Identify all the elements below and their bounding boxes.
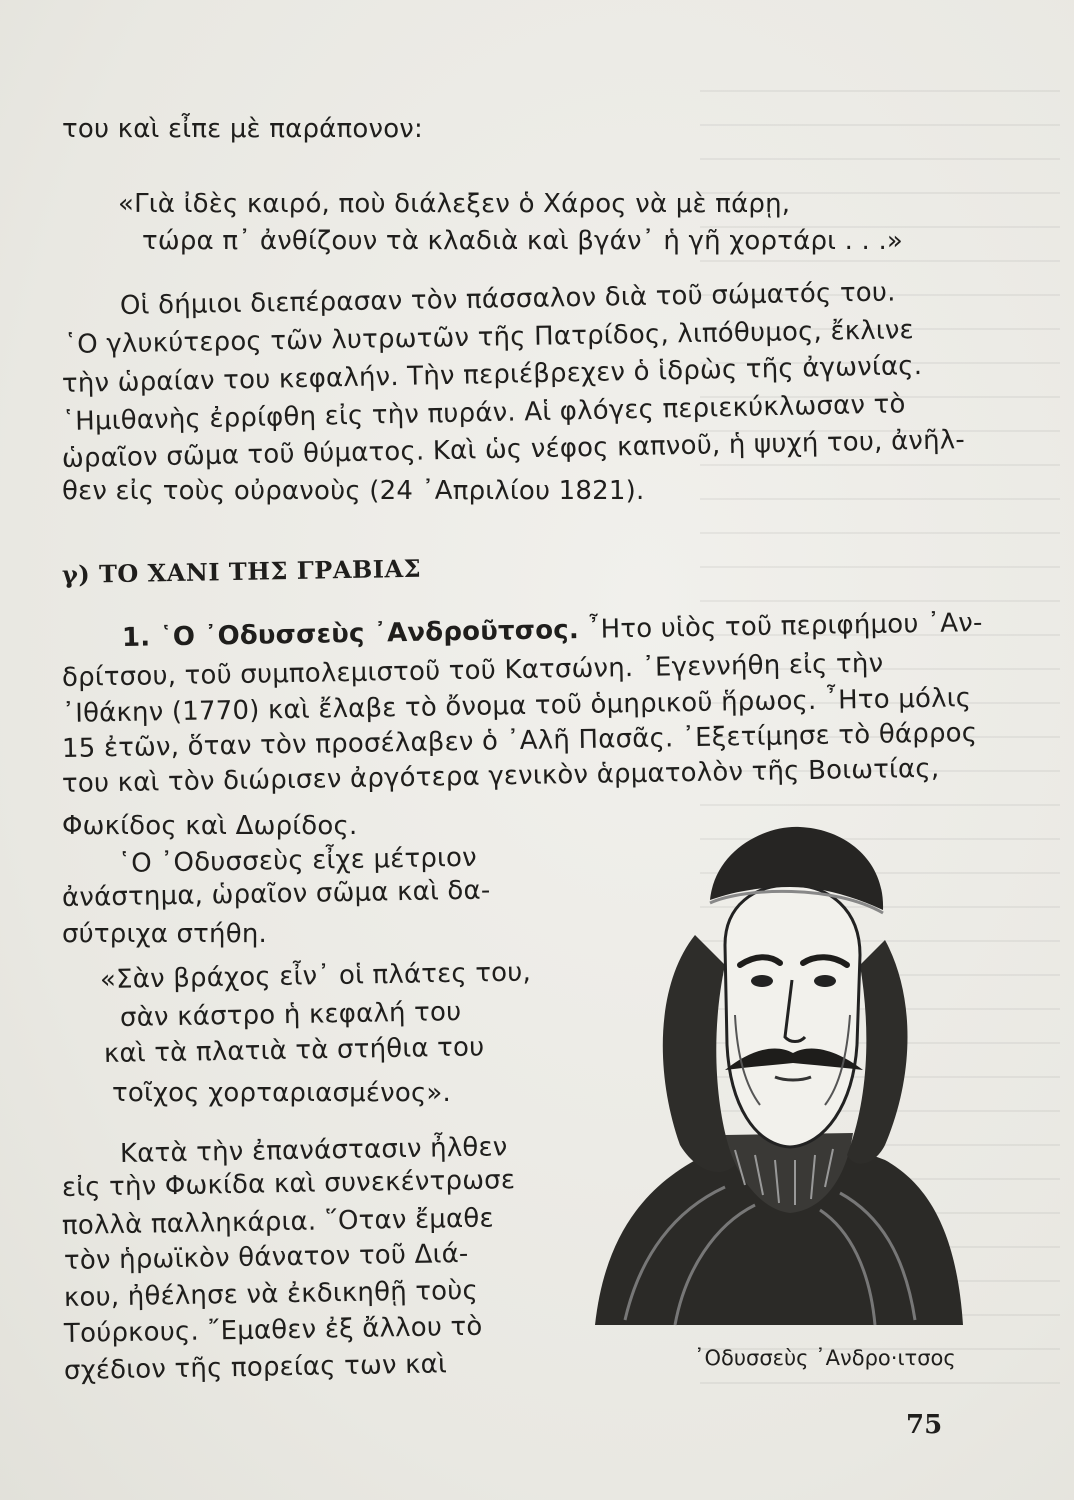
poem-line: «Γιὰ ἰδὲς καιρό, ποὺ διάλεξεν ὁ Χάρος νὰ μὲ πάρῃ, (118, 189, 791, 219)
text-line: Τούρκους. ῎Εμαθεν ἐξ ἄλλου τὸ (63, 1311, 483, 1349)
text-line: 15 ἐτῶν, ὅταν τὸν προσέλαβεν ὁ ᾿Αλῆ Πασᾶς. ᾿Εξετίμησε τὸ θάρρος (61, 718, 978, 764)
poem-line: καὶ τὰ πλατιὰ τὰ στήθια του (103, 1032, 485, 1069)
text-line: κου, ἠθέλησε νὰ ἐκδικηθῇ τοὺς (63, 1275, 479, 1313)
poem-line: τοῖχος χορταριασμένος». (112, 1078, 452, 1108)
text-line: θεν εἰς τοὺς οὐρανοὺς (24 ᾿Απριλίου 1821). (62, 476, 645, 506)
text-line: ᾿Ιθάκην (1770) καὶ ἔλαβε τὸ ὄνομα τοῦ ὁμηρικοῦ ἥρωος. ῏Ητο μόλις (61, 683, 972, 729)
text-line: ἀνάστημα, ὡραῖον σῶμα καὶ δα- (61, 875, 491, 913)
text-line: εἰς τὴν Φωκίδα καὶ συνεκέντρωσε (61, 1165, 516, 1203)
text-line: τὸν ἡρωϊκὸν θάνατον τοῦ Διά- (63, 1238, 469, 1276)
text-line: του καὶ τὸν διώρισεν ἀργότερα γενικὸν ἁρματολὸν τῆς Βοιωτίας, (61, 753, 940, 799)
text-line: Φωκίδος καὶ Δωρίδος. (62, 811, 358, 841)
text-line: Κατὰ τὴν ἐπανάστασιν ἦλθεν (119, 1132, 508, 1169)
subsection-title: 1. ῾Ο ᾿Οδυσσεὺς ᾿Ανδροῦτσος. (121, 615, 580, 653)
poem-line: «Σὰν βράχος εἶν᾿ οἱ πλάτες του, (99, 957, 532, 995)
portrait-caption: ᾿Οδυσσεὺς ᾿Ανδρο⋅ιτσος (694, 1346, 956, 1370)
page-number: 75 (906, 1410, 943, 1440)
face-shape (725, 885, 860, 1147)
text-line: σχέδιον τῆς πορείας των καὶ (63, 1349, 448, 1386)
text-line: Οἱ δήμιοι διεπέρασαν τὸν πάσσαλον διὰ τοῦ σώματός του. (119, 277, 896, 321)
text-line: ῾Ο γλυκύτερος τῶν λυτρωτῶν τῆς Πατρίδος, λιπόθυμος, ἔκλινε (63, 315, 915, 360)
portrait-illustration (585, 815, 965, 1330)
text-line: δρίτσου, τοῦ συμπολεμιστοῦ τοῦ Κατσώνη. ᾿Εγεννήθη εἰς τὴν (61, 648, 884, 693)
text-line: του καὶ εἶπε μὲ παράπονον: (62, 114, 423, 144)
subsection-text: ῏Ητο υἱὸς τοῦ περιφήμου ᾿Αν- (578, 607, 983, 646)
text-line: ῾Ο ᾿Οδυσσεὺς εἶχε μέτριον (117, 842, 478, 879)
poem-line: σὰν κάστρο ἡ κεφαλή του (119, 997, 462, 1033)
text-line: σύτριχα στήθη. (62, 919, 267, 949)
text-line: πολλὰ παλληκάρια. ῞Οταν ἔμαθε (61, 1203, 494, 1241)
text-line: τὴν ὡραίαν του κεφαλήν. Τὴν περιέβρεχεν ὁ ἱδρὼς τῆς ἀγωνίας. (61, 350, 923, 399)
eye-right (814, 975, 836, 987)
text-line: ὡραῖον σῶμα τοῦ θύματος. Καὶ ὡς νέφος καπνοῦ, ἡ ψυχή του, ἀνῆλ- (61, 425, 966, 474)
eye-left (751, 975, 773, 987)
poem-line: τώρα π᾿ ἀνθίζουν τὰ κλαδιὰ καὶ βγάν᾿ ἡ γῆ χορτάρι . . .» (142, 226, 904, 256)
text-line: ῾Ημιθανὴς ἐρρίφθη εἰς τὴν πυράν. Αἱ φλόγες περιεκύκλωσαν τὸ (61, 389, 906, 437)
section-heading: γ) ΤΟ ΧΑΝΙ ΤΗΣ ΓΡΑΒΙΑΣ (61, 553, 422, 589)
